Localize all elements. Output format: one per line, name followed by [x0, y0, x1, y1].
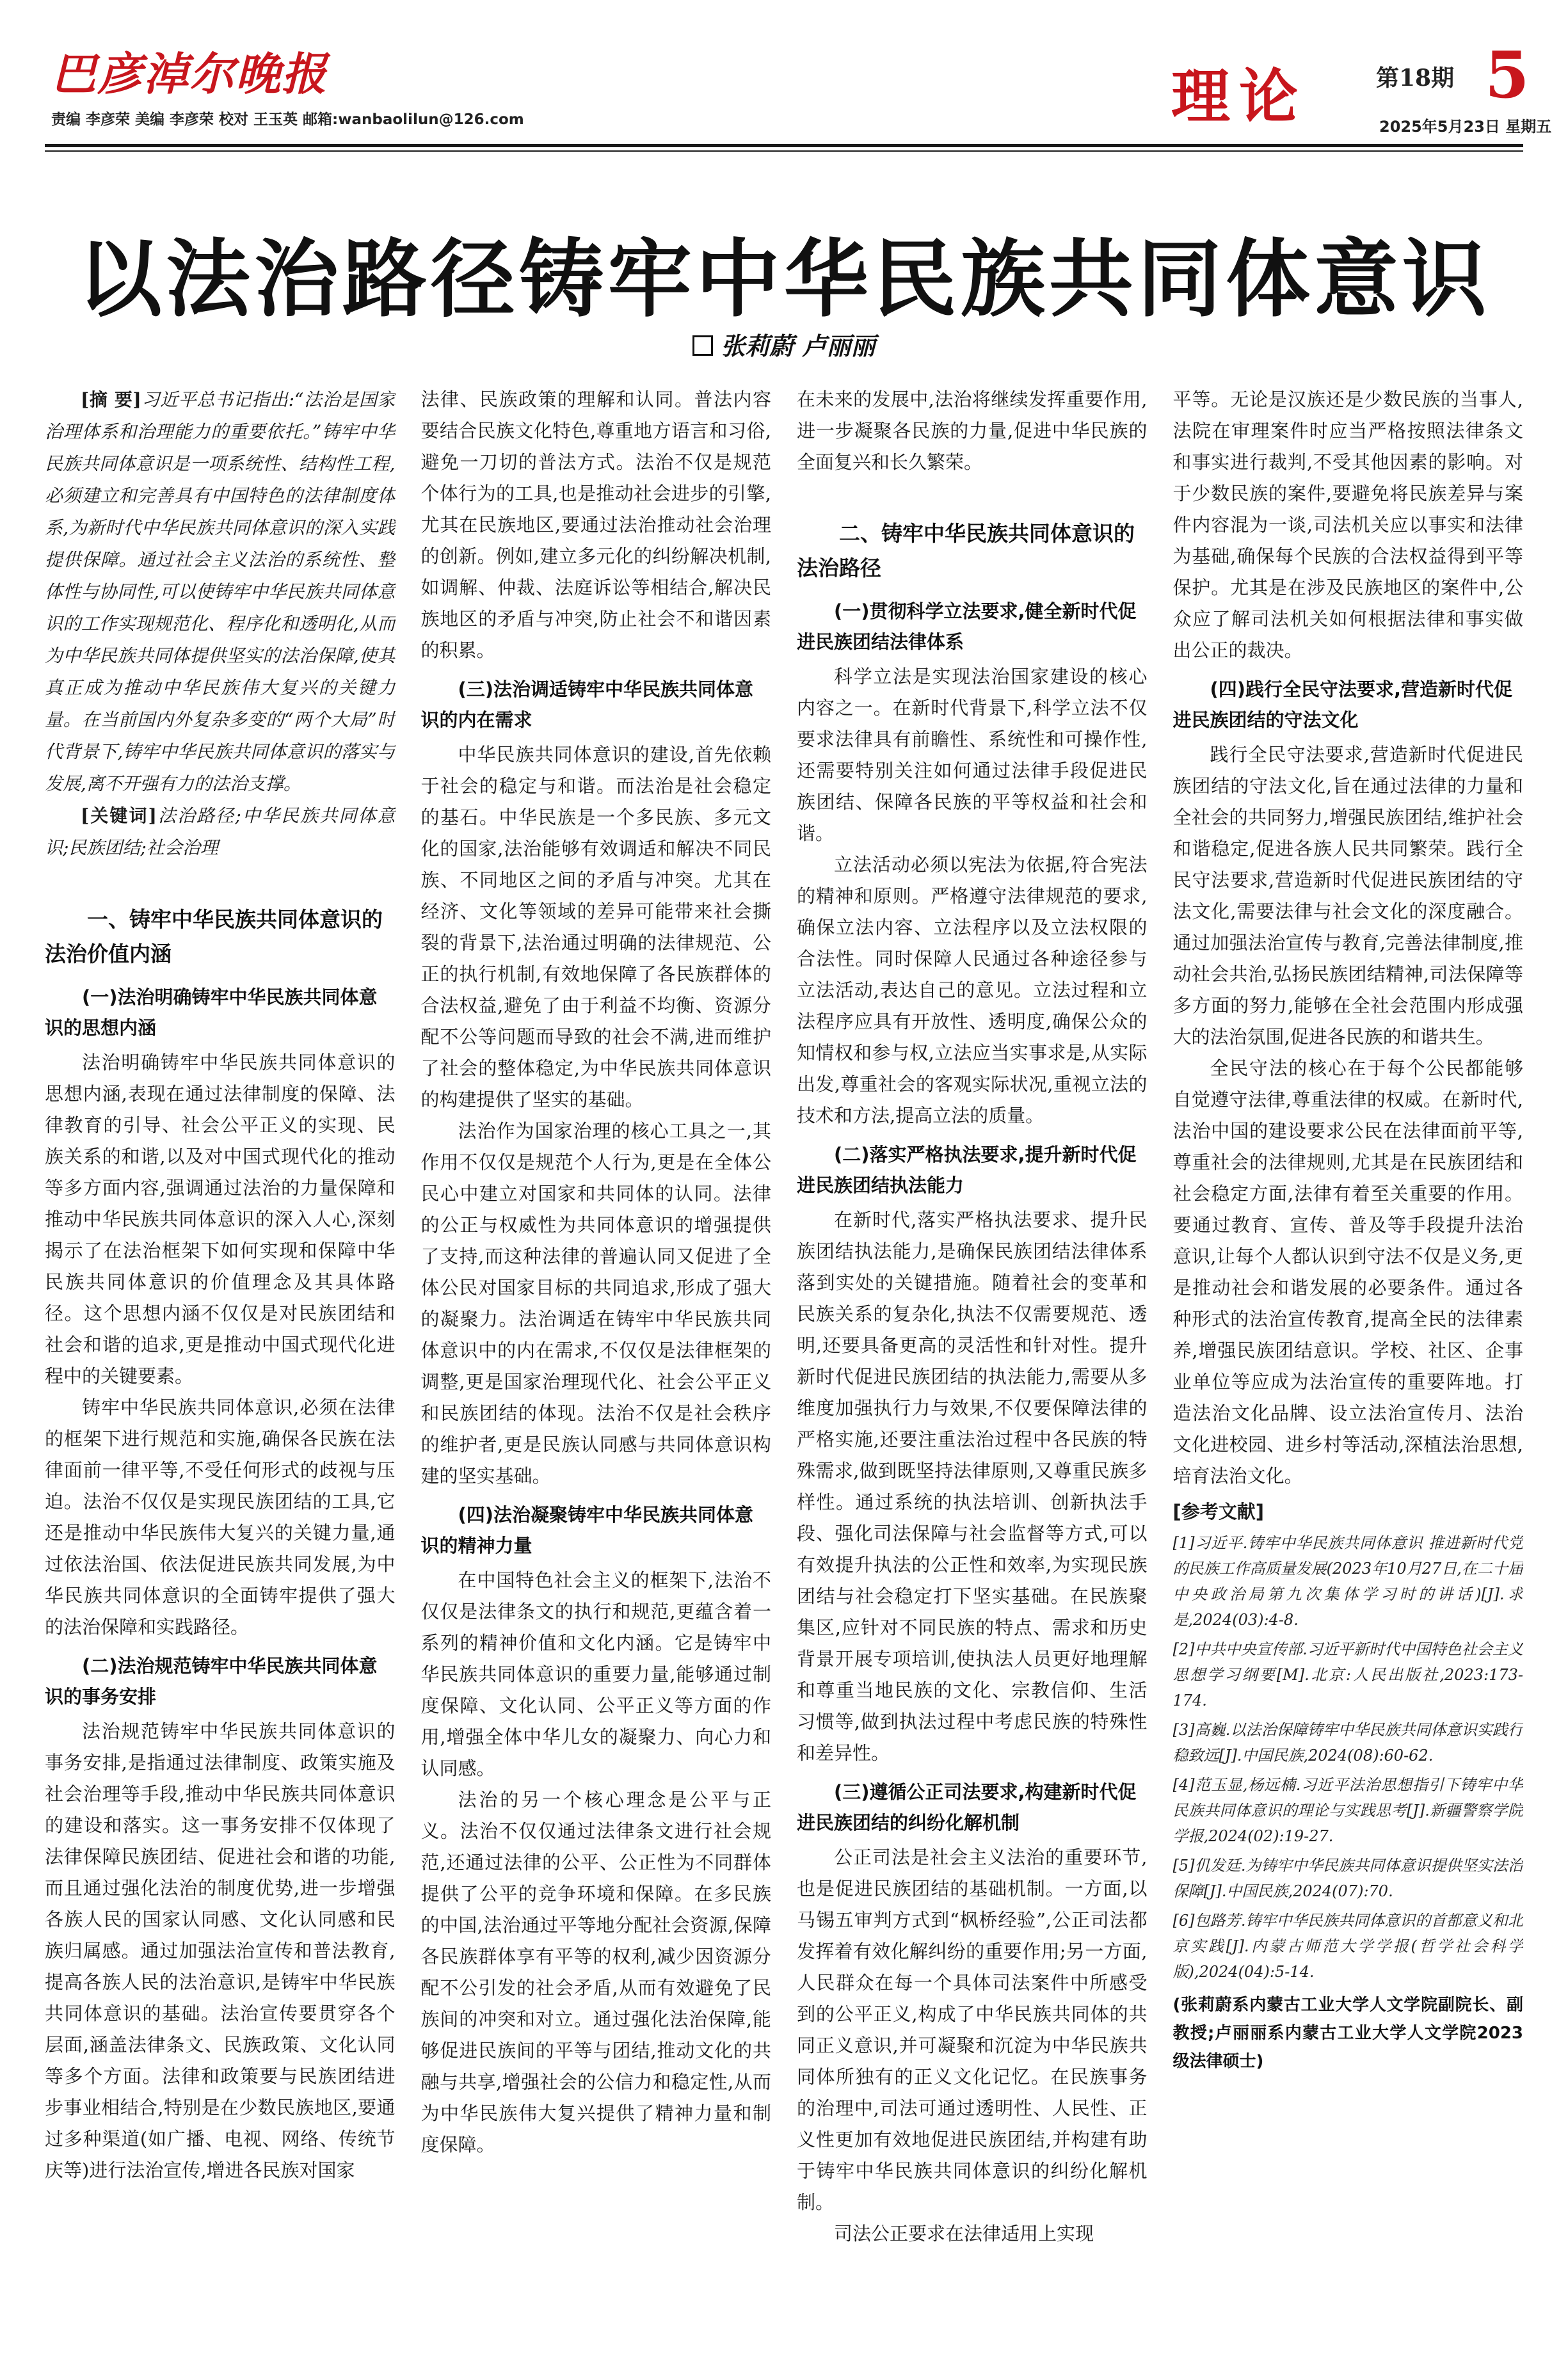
subheading-2-2: (二)落实严格执法要求,提升新时代促进民族团结执法能力	[797, 1144, 1137, 1196]
paragraph: 铸牢中华民族共同体意识,必须在法律的框架下进行规范和实施,确保各民族在法律面前一律平等,不受任何形式的歧视与压迫。法治不仅仅是实现民族团结的工具,它还是推动中华民族伟大复兴的关键力量,通过依法治国、依法促进民族共同发展,为中华民族共同体意识的全面铸牢提供了强大的法治保障和实践路径。	[45, 1396, 396, 1638]
header-rule	[45, 144, 1523, 147]
abstract-text: 习近平总书记指出:“法治是国家治理体系和治理能力的重要依托。”铸牢中华民族共同体意识是一项系统性、结构性工程,必须建立和完善具有中国特色的法律制度体系,为新时代中华民族共同体意识的深入实践提供保障。通过社会主义法治的系统性、整体性与协同性,可以使铸牢中华民族共同体意识的工作实现规范化、程序化和透明化,从而为中华民族共同体提供坚实的法治保障,使其真正成为推动中华民族伟大复兴的关键力量。在当前国内外复杂多变的“两个大局”时代背景下,铸牢中华民族共同体意识的落实与发展,离不开强有力的法治支撑。	[45, 389, 396, 794]
author-bio: (张莉蔚系内蒙古工业大学人文学院副院长、副教授;卢丽丽系内蒙古工业大学人文学院2023级法律硕士)	[1172, 1996, 1523, 2071]
header-rule-thin	[45, 150, 1523, 152]
paragraph: 法治明确铸牢中华民族共同体意识的思想内涵,表现在通过法律制度的保障、法律教育的引导、社会公平正义的实现、民族关系的和谐,以及对中国式现代化的推动等多方面内容,强调通过法治的力量保障和推动中华民族共同体意识的深入人心,深刻揭示了在法治框架下如何实现和保障中华民族共同体意识的价值理念及其具体路径。这个思想内涵不仅仅是对民族团结和社会和谐的追求,更是推动中国式现代化进程中的关键要素。	[45, 1052, 396, 1387]
paragraph: 立法活动必须以宪法为依据,符合宪法的精神和原则。严格遵守法律规范的要求,确保立法内容、立法程序以及立法权限的合法性。同时保障人民通过各种途径参与立法活动,表达自己的意见。立法过程和立法程序应具有开放性、透明度,确保公众的知情权和参与权,立法应当实事求是,从实际出发,尊重社会的客观实际状况,重视立法的技术和方法,提高立法的质量。	[797, 854, 1148, 1126]
subheading-1-1: (一)法治明确铸牢中华民族共同体意识的思想内涵	[45, 986, 378, 1039]
keywords	[45, 800, 396, 864]
reference-item: [1]习近平.铸牢中华民族共同体意识 推进新时代党的民族工作高质量发展(2023年10月27日,在二十届中央政治局第九次集体学习时的讲话)[J].求是,2024(03):4-8.	[1172, 1534, 1523, 1629]
masthead	[45, 32, 1552, 147]
byline	[0, 326, 1568, 362]
paragraph: 全民守法的核心在于每个公民都能够自觉遵守法律,尊重法律的权威。在新时代,法治中国的建设要求公民在法律面前平等,尊重社会的法律规则,尤其是在民族团结和社会稳定方面,法律有着至关重要的作用。要通过教育、宣传、普及等手段提升法治意识,让每个人都认识到守法不仅是义务,更是推动社会和谐发展的必要条件。通过各种形式的法治宣传教育,提高全民的法律素养,增强民族团结意识。学校、社区、企事业单位等应成为法治宣传的重要阵地。打造法治文化品牌、设立法治宣传月、法治文化进校园、进乡村等活动,深植法治思想,培育法治文化。	[1172, 1057, 1523, 1487]
subheading-2-3: (三)遵循公正司法要求,构建新时代促进民族团结的纠纷化解机制	[797, 1781, 1137, 1834]
issue-number: 第18期	[1376, 65, 1455, 92]
paragraph: 平等。无论是汉族还是少数民族的当事人,法院在审理案件时应当严格按照法律条文和事实进行裁判,不受其他因素的影响。对于少数民族的案件,要避免将民族差异与案件内容混为一谈,司法机关应以事实和法律为基础,确保每个民族的合法权益得到平等保护。尤其是在涉及民族地区的案件中,公众应了解司法机关如何根据法律和事实做出公正的裁决。	[1172, 388, 1523, 661]
byline-box-icon	[692, 335, 713, 356]
editor-credits: 责编 李彦荣 美编 李彦荣 校对 王玉英 邮箱:wanbaolilun@126.com	[51, 111, 524, 128]
author-names: 张莉蔚 卢丽丽	[721, 332, 876, 360]
subheading-1-2: (二)法治规范铸牢中华民族共同体意识的事务安排	[45, 1655, 378, 1708]
column-4	[1173, 384, 1524, 2330]
page-number: 5	[1485, 37, 1530, 113]
paragraph: 法治作为国家治理的核心工具之一,其作用不仅仅是规范个人行为,更是在全体公民心中建立对国家和共同体的认同。法律的公正与权威性为共同体意识的增强提供了支持,而这种法律的普遍认同又促进了全体公民对国家目标的共同追求,形成了强大的凝聚力。法治调适在铸牢中华民族共同体意识中的内在需求,不仅仅是法律框架的调整,更是国家治理现代化、社会公平正义和民族团结的体现。法治不仅是社会秩序的维护者,更是民族认同感与共同体意识构建的坚实基础。	[420, 1120, 771, 1487]
abstract-label: [摘 要]	[81, 389, 141, 410]
paragraph: 在新时代,落实严格执法要求、提升民族团结执法能力,是确保民族团结法律体系落到实处的关键措施。随着社会的变革和民族关系的复杂化,执法不仅需要规范、透明,还要具备更高的灵活性和针对性。提升新时代促进民族团结的执法能力,需要从多维度加强执行力与效果,不仅要保障法律的严格实施,还要注重法治过程中各民族的特殊需求,做到既坚持法律原则,又尊重民族多样性。通过系统的执法培训、创新执法手段、强化司法保障与社会监督等方式,可以有效提升执法的公正性和效率,为实现民族团结与社会稳定打下坚实基础。在民族聚集区,应针对不同民族的特点、需求和历史背景开展专项培训,使执法人员更好地理解和尊重当地民族的文化、宗教信仰、生活习惯等,做到执法过程中考虑民族的特殊性和差异性。	[797, 1209, 1148, 1764]
paragraph: 践行全民守法要求,营造新时代促进民族团结的守法文化,旨在通过法律的力量和全社会的共同努力,增强民族团结,维护社会和谐稳定,促进各族人民共同繁荣。践行全民守法要求,营造新时代促进民族团结的守法文化,需要法律与社会文化的深度融合。通过加强法治宣传与教育,完善法律制度,推动社会共治,弘扬民族团结精神,司法保障等多方面的努力,能够在全社会范围内形成强大的法治氛围,促进各民族的和谐共生。	[1172, 744, 1523, 1048]
reference-item: [6]包路芳.铸牢中华民族共同体意识的首都意义和北京实践[J].内蒙古师范大学学报(哲学社会科学版),2024(04):5-14.	[1172, 1912, 1523, 1981]
reference-item: [2]中共中央宣传部.习近平新时代中国特色社会主义思想学习纲要[M].北京:人民出版社,2023:173-174.	[1172, 1640, 1523, 1709]
keywords-text: 法治路径;中华民族共同体意识;民族团结;社会治理	[45, 805, 396, 858]
paragraph: 在中国特色社会主义的框架下,法治不仅仅是法律条文的执行和规范,更蕴含着一系列的精神价值和文化内涵。它是铸牢中华民族共同体意识的重要力量,能够通过制度保障、文化认同、公平正义等方面的作用,增强全体中华儿女的凝聚力、向心力和认同感。	[420, 1569, 771, 1779]
abstract	[45, 384, 396, 800]
section-heading-2: 二、铸牢中华民族共同体意识的法治路径	[797, 521, 1135, 580]
reference-item: [5]仉发廷.为铸牢中华民族共同体意识提供坚实法治保障[J].中国民族,2024(07):70.	[1172, 1857, 1523, 1900]
paragraph: 司法公正要求在法律适用上实现	[834, 2223, 1094, 2244]
column-1	[45, 384, 396, 2330]
paragraph: 科学立法是实现法治国家建设的核心内容之一。在新时代背景下,科学立法不仅要求法律具有前瞻性、系统性和可操作性,还需要特别关注如何通过法律手段促进民族团结、保障各民族的平等权益和社会和谐。	[797, 666, 1148, 844]
article-headline: 以法治路径铸牢中华民族共同体意识	[77, 230, 1491, 329]
publication-date: 2025年5月23日 星期五	[1379, 118, 1552, 136]
paragraph: 公正司法是社会主义法治的重要环节,也是促进民族团结的基础机制。一方面,以马锡五审判方式到“枫桥经验”,公正司法都发挥着有效化解纠纷的重要作用;另一方面,人民群众在每一个具体司法案件中所感受到的公平正义,构成了中华民族共同体的共同正义意识,并可凝聚和沉淀为中华民族共同体所独有的正义文化记忆。在民族事务的治理中,司法可通过透明性、人民性、正义性更加有效地促进民族团结,并构建有助于铸牢中华民族共同体意识的纠纷化解机制。	[797, 1846, 1148, 2213]
paragraph: 法律、民族政策的理解和认同。普法内容要结合民族文化特色,尊重地方语言和习俗,避免一刀切的普法方式。法治不仅是规范个体行为的工具,也是推动社会进步的引擎,尤其在民族地区,要通过法治推动社会治理的创新。例如,建立多元化的纠纷解决机制,如调解、仲裁、法庭诉讼等相结合,解决民族地区的矛盾与冲突,防止社会不和谐因素的积累。	[420, 388, 771, 661]
section-title: 理论	[1171, 62, 1308, 131]
reference-item: [3]高巍.以法治保障铸牢中华民族共同体意识实践行稳致远[J].中国民族,2024(08):60-62.	[1172, 1721, 1523, 1764]
reference-item: [4]范玉显,杨远楠.习近平法治思想指引下铸牢中华民族共同体意识的理论与实践思考[J].新疆警察学院学报,2024(02):19-27.	[1172, 1776, 1523, 1845]
column-2	[421, 384, 772, 2330]
paragraph: 在未来的发展中,法治将继续发挥重要作用,进一步凝聚各民族的力量,促进中华民族的全面复兴和长久繁荣。	[797, 388, 1148, 473]
subheading-2-1: (一)贯彻科学立法要求,健全新时代促进民族团结法律体系	[797, 600, 1137, 653]
newspaper-logo: 巴彦淖尔晚报	[51, 47, 328, 100]
paragraph: 中华民族共同体意识的建设,首先依赖于社会的稳定与和谐。而法治是社会稳定的基石。中华民族是一个多民族、多元文化的国家,法治能够有效调适和解决不同民族、不同地区之间的矛盾与冲突。尤其在经济、文化等领域的差异可能带来社会撕裂的背景下,法治通过明确的法律规范、公正的执行机制,有效地保障了各民族群体的合法权益,避免了由于利益不均衡、资源分配不公等问题而导致的社会不满,进而维护了社会的整体稳定,为中华民族共同体意识的构建提供了坚实的基础。	[420, 744, 771, 1110]
paragraph: 法治规范铸牢中华民族共同体意识的事务安排,是指通过法律制度、政策实施及社会治理等手段,推动中华民族共同体意识的建设和落实。这一事务安排不仅体现了法律保障民族团结、促进社会和谐的功能,而且通过强化法治的制度优势,进一步增强各族人民的国家认同感、文化认同感和民族归属感。通过加强法治宣传和普法教育,提高各族人民的法治意识,是铸牢中华民族共同体意识的基础。法治宣传要贯穿各个层面,涵盖法律条文、民族政策、文化认同等多个方面。法律和政策要与民族团结进步事业相结合,特别是在少数民族地区,要通过多种渠道(如广播、电视、网络、传统节庆等)进行法治宣传,增进各民族对国家	[45, 1720, 396, 2181]
subheading-1-4: (四)法治凝聚铸牢中华民族共同体意识的精神力量	[420, 1504, 754, 1556]
subheading-1-3: (三)法治调适铸牢中华民族共同体意识的内在需求	[420, 678, 754, 731]
references-title: [参考文献]	[1172, 1501, 1265, 1523]
column-3	[797, 384, 1148, 2330]
keywords-label: [关键词]	[81, 805, 157, 826]
subheading-2-4: (四)践行全民守法要求,营造新时代促进民族团结的守法文化	[1172, 678, 1513, 731]
section-heading-1: 一、铸牢中华民族共同体意识的法治价值内涵	[45, 907, 383, 966]
paragraph: 法治的另一个核心理念是公平与正义。法治不仅仅通过法律条文进行社会规范,还通过法律的公平、公正性为不同群体提供了公平的竞争环境和保障。在多民族的中国,法治通过平等地分配社会资源,保障各民族群体享有平等的权利,减少因资源分配不公引发的社会矛盾,从而有效避免了民族间的冲突和对立。通过强化法治保障,能够促进民族间的平等与团结,推动文化的共融与共享,增强社会的公信力和稳定性,从而为中华民族伟大复兴提供了精神力量和制度保障。	[420, 1789, 771, 2156]
article-body	[45, 384, 1523, 2330]
